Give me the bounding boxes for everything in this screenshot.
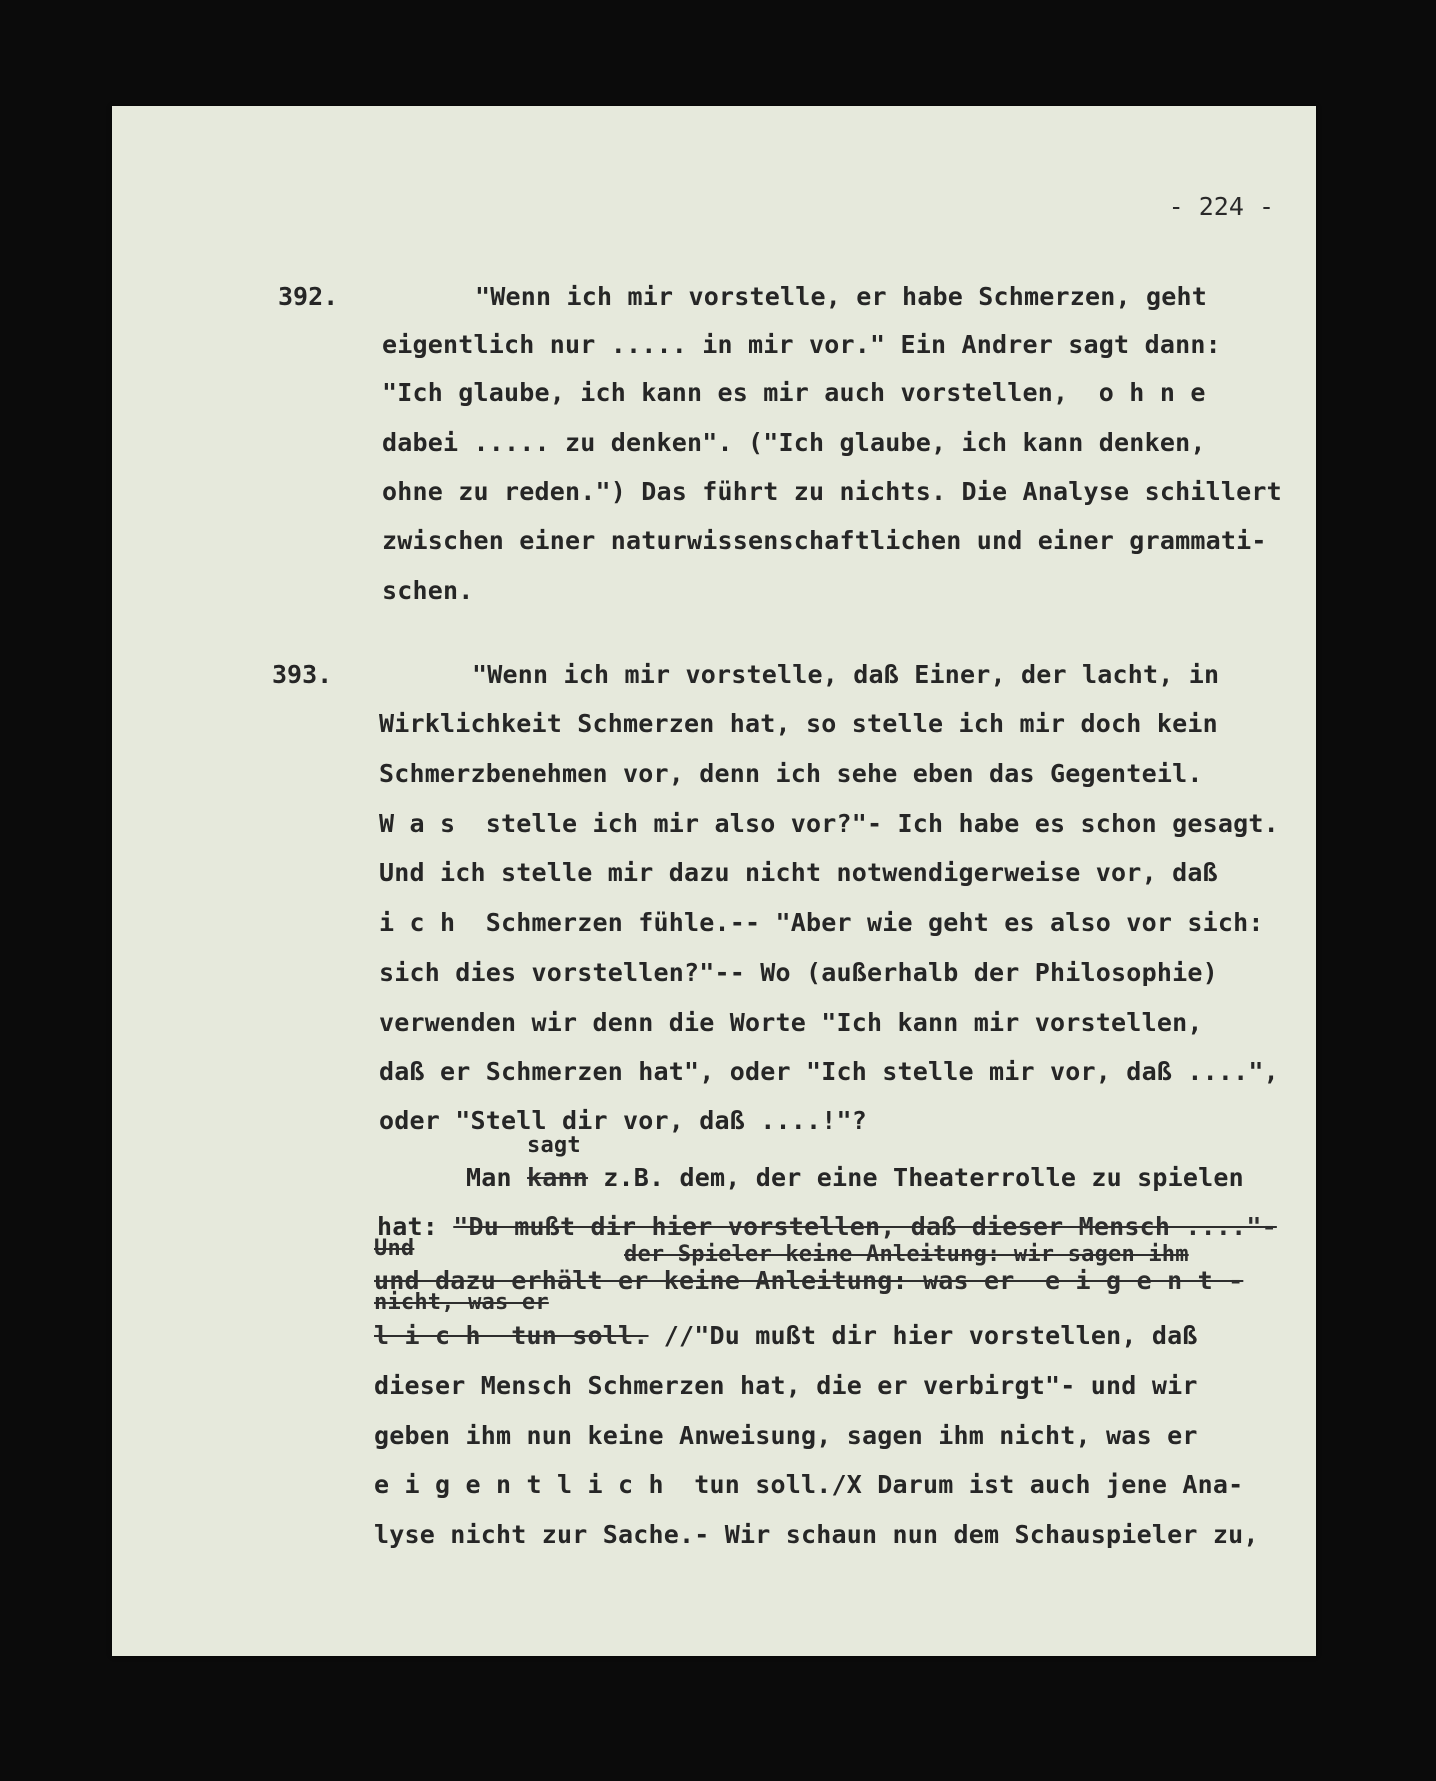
struck-text: der Spieler keine Anleitung: wir sagen ihm: [624, 1242, 1189, 1267]
man-rest: z.B. dem, der eine Theaterrolle zu spielen: [588, 1163, 1244, 1192]
struck-text: und dazu erhält er keine Anleitung: was er e i g e n t -: [374, 1266, 1244, 1295]
struck-text: Und: [374, 1236, 415, 1261]
handwritten-insert: sagt: [527, 1133, 581, 1158]
text-line: eigentlich nur ..... in mir vor." Ein Andrer sagt dann:: [382, 330, 1221, 359]
text-line: verwenden wir denn die Worte "Ich kann mir vorstellen,: [379, 1008, 1203, 1037]
text-line: lyse nicht zur Sache.- Wir schaun nun dem Schauspieler zu,: [374, 1520, 1259, 1549]
hat-prefix: hat:: [377, 1212, 454, 1241]
man-prefix: Man: [466, 1163, 528, 1192]
text-line: dabei ..... zu denken". ("Ich glaube, ich kann denken,: [382, 428, 1206, 457]
text-line: ohne zu reden.") Das führt zu nichts. Die Analyse schillert: [382, 477, 1282, 506]
text-line-man: [466, 1163, 1244, 1192]
continuation-text: //"Du mußt dir hier vorstellen, daß: [648, 1321, 1198, 1350]
text-line: daß er Schmerzen hat", oder "Ich stelle mir vor, daß ....",: [379, 1057, 1279, 1086]
text-line: zwischen einer naturwissenschaftlichen und einer grammati-: [382, 526, 1267, 555]
text-line: "Wenn ich mir vorstelle, er habe Schmerzen, geht: [475, 282, 1208, 311]
text-line: W a s stelle ich mir also vor?"- Ich habe es schon gesagt.: [379, 809, 1279, 838]
section-number-393: 393.: [272, 660, 333, 689]
text-line: "Ich glaube, ich kann es mir auch vorstellen, o h n e: [382, 378, 1206, 407]
page-number: - 224 -: [1168, 192, 1274, 221]
text-line: i c h Schmerzen fühle.-- "Aber wie geht es also vor sich:: [379, 908, 1264, 937]
typescript-page: [112, 106, 1316, 1656]
struck-word: kann: [527, 1163, 589, 1192]
text-line: "Wenn ich mir vorstelle, daß Einer, der lacht, in: [472, 660, 1220, 689]
text-line: schen.: [382, 576, 474, 605]
text-line-hat: [377, 1212, 1277, 1241]
text-line: Und ich stelle mir dazu nicht notwendigerweise vor, daß: [379, 858, 1218, 887]
text-line: sich dies vorstellen?"-- Wo (außerhalb der Philosophie): [379, 958, 1218, 987]
section-number-392: 392.: [278, 282, 339, 311]
text-line-lich: [374, 1321, 1198, 1350]
struck-text: "Du mußt dir hier vorstellen, daß dieser Mensch ...."-: [453, 1212, 1277, 1241]
text-line: Wirklichkeit Schmerzen hat, so stelle ich mir doch kein: [379, 709, 1218, 738]
struck-text: nicht, was er: [374, 1290, 549, 1315]
struck-text: l i c h tun soll.: [374, 1321, 649, 1350]
text-line: geben ihm nun keine Anweisung, sagen ihm nicht, was er: [374, 1421, 1198, 1450]
text-line: dieser Mensch Schmerzen hat, die er verbirgt"- und wir: [374, 1371, 1198, 1400]
text-line: Schmerzbenehmen vor, denn ich sehe eben das Gegenteil.: [379, 759, 1203, 788]
text-line: oder "Stell dir vor, daß ....!"?: [379, 1106, 868, 1135]
text-line: e i g e n t l i c h tun soll./X Darum ist auch jene Ana-: [374, 1470, 1244, 1499]
